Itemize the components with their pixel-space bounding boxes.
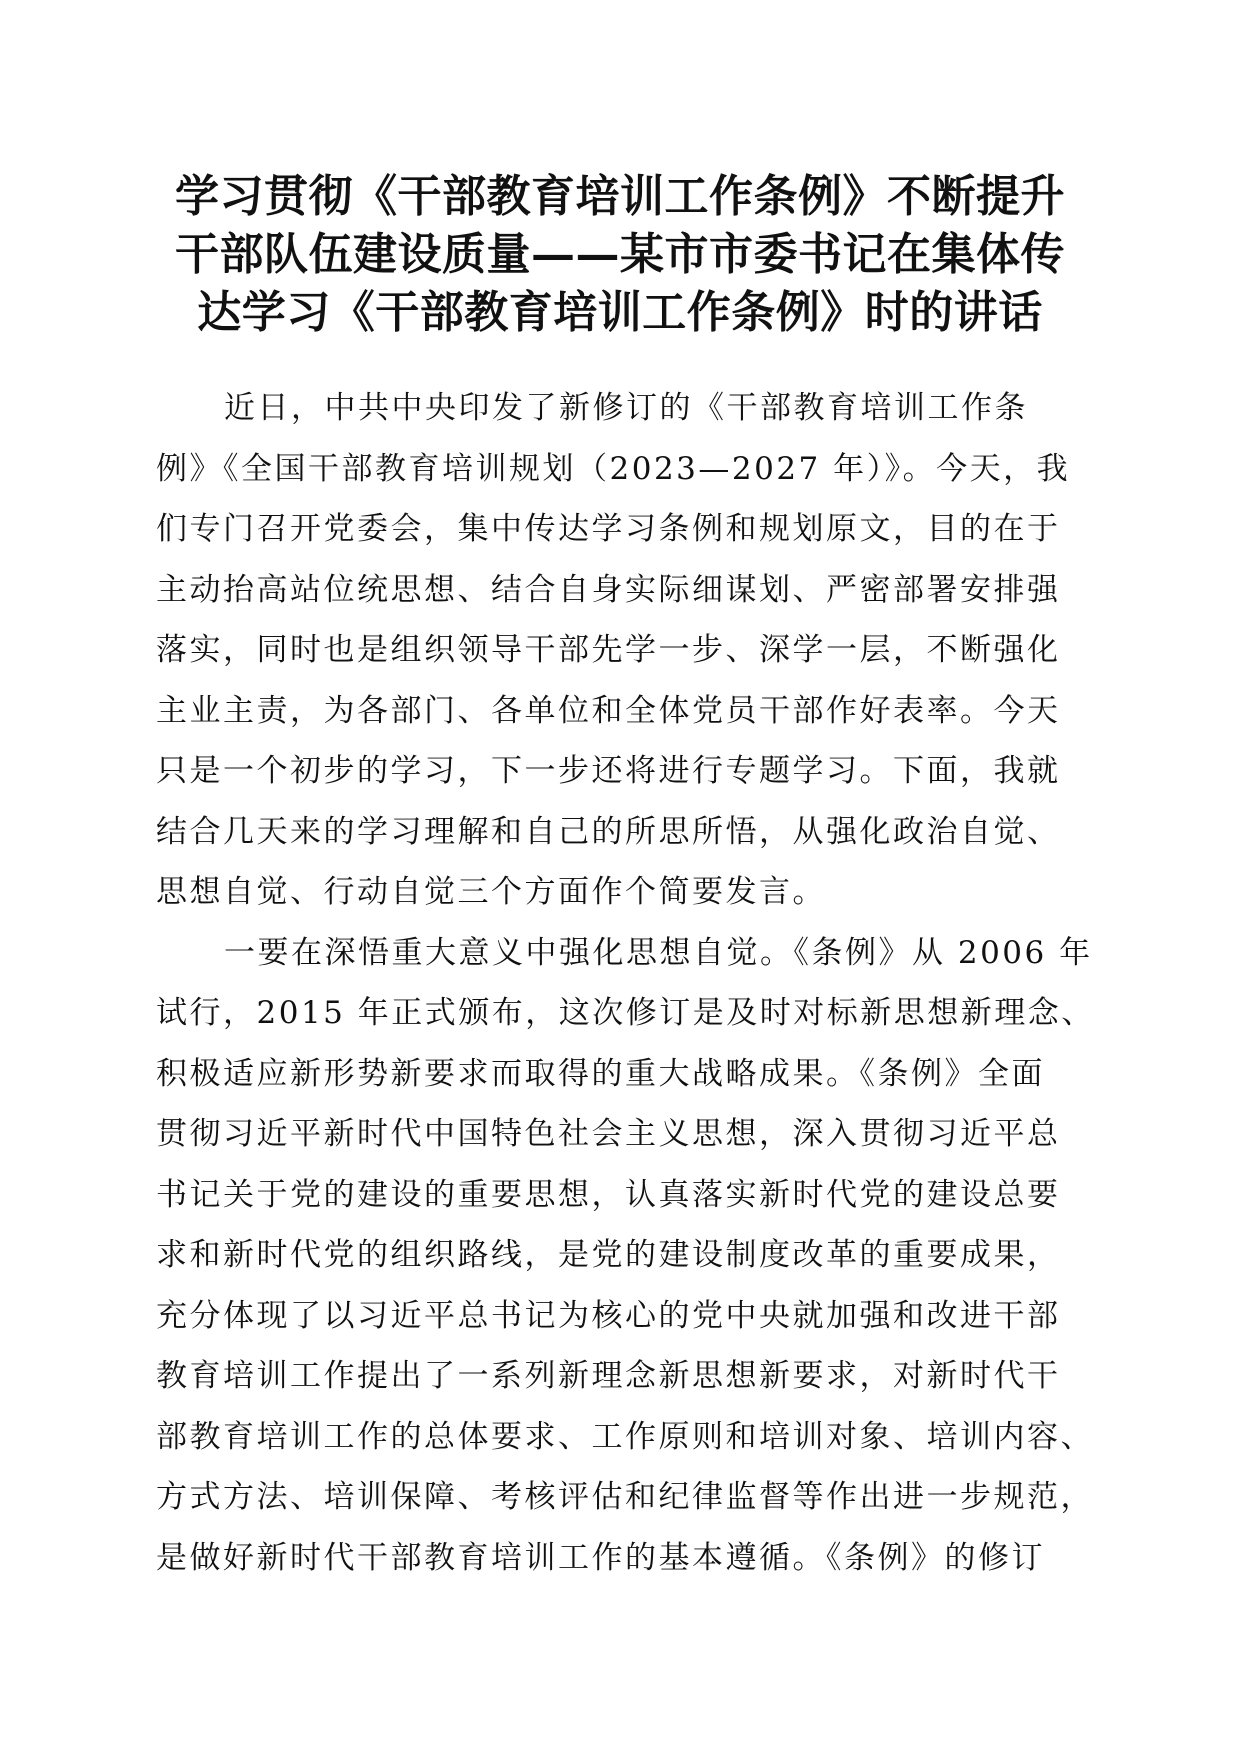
text-line: 求和新时代党的组织路线，是党的建设制度改革的重要成果， [156, 1237, 1061, 1273]
text-line: 教育培训工作提出了一系列新理念新思想新要求，对新时代干 [156, 1358, 1061, 1394]
text-line: 一要在深悟重大意义中强化思想自觉。《条例》从 2006 年 [224, 934, 1093, 971]
title-line-3: 达学习《干部教育培训工作条例》时的讲话 [197, 287, 1043, 338]
paragraph-intro [156, 378, 1071, 923]
text-line: 主业主责，为各部门、各单位和全体党员干部作好表率。今天 [156, 692, 1061, 729]
text-line: 落实，同时也是组织领导干部先学一步、深学一层，不断强化 [156, 632, 1061, 668]
text-line: 方式方法、培训保障、考核评估和纪律监督等作出进一步规范， [156, 1479, 1094, 1515]
text-line: 主动抬高站位统思想、结合自身实际细谋划、严密部署安排强 [156, 571, 1061, 608]
text-line: 只是一个初步的学习，下一步还将进行专题学习。下面，我就 [156, 753, 1061, 789]
text-line: 例》《全国干部教育培训规划（2023—2027 年）》。今天，我 [156, 450, 1071, 487]
text-line: 是做好新时代干部教育培训工作的基本遵循。《条例》的修订 [156, 1539, 1045, 1576]
document-body [156, 378, 1095, 1588]
title-line-1: 学习贯彻《干部教育培训工作条例》不断提升 [175, 171, 1065, 222]
title-line-2: 干部队伍建设质量——某市市委书记在集体传 [175, 229, 1065, 280]
text-line: 部教育培训工作的总体要求、工作原则和培训对象、培训内容、 [156, 1418, 1094, 1455]
paragraph-section-one [156, 923, 1095, 1589]
text-line: 贯彻习近平新时代中国特色社会主义思想，深入贯彻习近平总 [156, 1116, 1061, 1152]
text-line: 积极适应新形势新要求而取得的重大战略成果。《条例》全面 [156, 1055, 1045, 1092]
text-line: 近日，中共中央印发了新修订的《干部教育培训工作条 [224, 390, 1028, 426]
text-line: 充分体现了以习近平总书记为核心的党中央就加强和改进干部 [156, 1297, 1061, 1334]
text-line: 书记关于党的建设的重要思想，认真落实新时代党的建设总要 [156, 1176, 1061, 1213]
text-line: 试行，2015 年正式颁布，这次修订是及时对标新思想新理念、 [156, 995, 1095, 1031]
text-line: 结合几天来的学习理解和自己的所思所悟，从强化政治自觉、 [156, 813, 1061, 850]
document-title [140, 168, 1100, 342]
text-line: 们专门召开党委会，集中传达学习条例和规划原文，目的在于 [156, 511, 1061, 547]
text-line: 思想自觉、行动自觉三个方面作个简要发言。 [156, 874, 826, 910]
